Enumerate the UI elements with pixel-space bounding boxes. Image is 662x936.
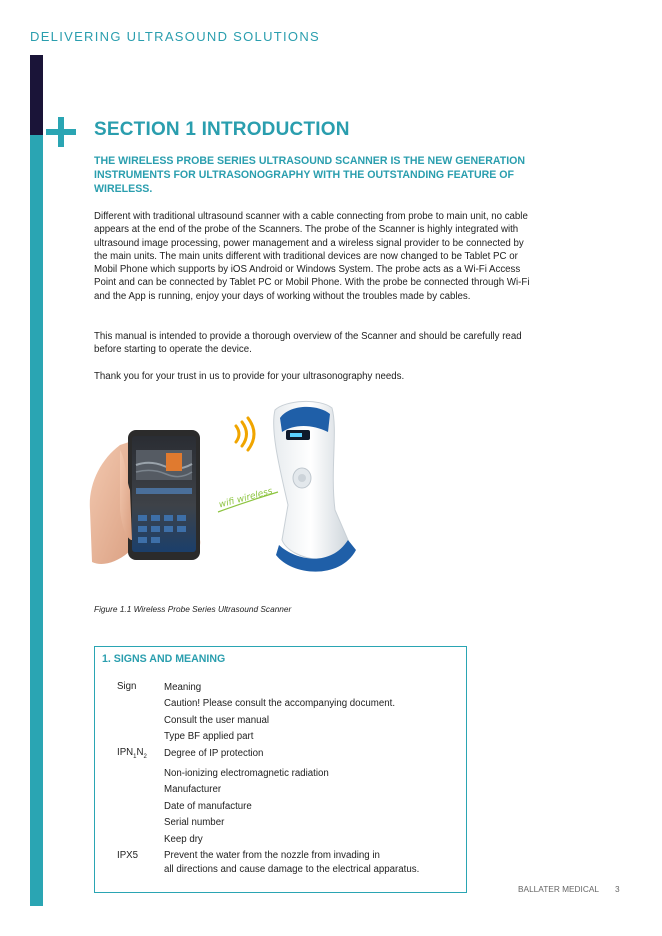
- product-figure: [80, 390, 365, 590]
- signs-title: 1. SIGNS AND MEANING: [102, 653, 226, 665]
- meaning-cell: Prevent the water from the nozzle from invading in all directions and cause damage to the electrical apparatus.: [164, 850, 420, 875]
- sign-row: [117, 815, 457, 832]
- sign-row: [117, 848, 457, 878]
- sign-row: [117, 745, 457, 765]
- meaning-cell: Keep dry: [164, 833, 203, 845]
- meaning-cell: Degree of IP protection: [164, 747, 264, 759]
- signs-header-row: [117, 679, 457, 696]
- sign-row: [117, 782, 457, 799]
- wifi-signal-icon: [236, 418, 254, 450]
- sign-row: [117, 831, 457, 848]
- sign-cell: IPX5: [117, 849, 139, 861]
- side-bar-dark: [30, 55, 43, 135]
- thanks-paragraph: Thank you for your trust in us to provide for your ultrasonography needs.: [94, 371, 405, 382]
- meaning-header: Meaning: [164, 681, 202, 693]
- figure-caption: Figure 1.1 Wireless Probe Series Ultrasound Scanner: [94, 604, 292, 614]
- running-header: DELIVERING ULTRASOUND SOLUTIONS: [30, 29, 320, 44]
- signs-and-meaning-box: [94, 646, 467, 893]
- sign-row: [117, 729, 457, 746]
- section-lead: THE WIRELESS PROBE SERIES ULTRASOUND SCANNER IS THE NEW GENERATION INSTRUMENTS FOR ULTRASONOGRAPHY WITH THE OUTSTANDING FEATURE OF WIRELESS.: [94, 155, 526, 195]
- sign-cell: [117, 798, 164, 815]
- sign-row: [117, 696, 457, 713]
- sign-cell: [117, 831, 164, 848]
- meaning-cell: Manufacturer: [164, 784, 222, 796]
- page-number: 3: [615, 884, 620, 894]
- meaning-cell: Consult the user manual: [164, 714, 270, 726]
- manual-paragraph: This manual is intended to provide a thorough overview of the Scanner and should be carefully read before starting to operate the device.: [94, 331, 522, 356]
- wireless-probe-illustration: [274, 401, 356, 571]
- sign-cell: [117, 765, 164, 782]
- plus-icon: [46, 117, 76, 147]
- meaning-cell: Serial number: [164, 817, 225, 829]
- side-bar-accent: [30, 135, 43, 906]
- sign-cell: [117, 696, 164, 713]
- sign-cell: [117, 782, 164, 799]
- sign-row: [117, 712, 457, 729]
- phone-illustration: [128, 430, 200, 560]
- sign-cell: [117, 815, 164, 832]
- intro-paragraph: Different with traditional ultrasound scanner with a cable connecting from probe to main unit, no cable appears at the end of the probe of the Scanners. The probe of the Scanner is highly integrated with ultrasound image processing, power management and a wireless signal provider to be connected by the main units. The main units different with traditional devices are now changed to be Tablet PC or Mobil Phone which supports by iOS Android or Windows System. The probe acts as a Wi-Fi Access Point and can be connected by Tablet PC or Mobil Phone. With the probe be connected through Wi-Fi and the App is running, enjoy your days of working without the troubles made by cables.: [94, 211, 530, 302]
- wifi-label: wifi wireless: [217, 486, 274, 511]
- meaning-cell: Caution! Please consult the accompanying document.: [164, 698, 396, 709]
- sign-cell-ip: $IPN_1N_2$: [117, 747, 147, 760]
- sign-cell: [117, 729, 164, 746]
- meaning-cell: Non-ionizing electromagnetic radiation: [164, 767, 329, 779]
- sign-row: [117, 765, 457, 782]
- section-title: SECTION 1 INTRODUCTION: [94, 119, 350, 140]
- footer-brand: BALLATER MEDICAL: [518, 884, 599, 894]
- sign-header: Sign: [117, 681, 137, 692]
- sign-cell: [117, 712, 164, 729]
- meaning-cell: Type BF applied part: [164, 731, 254, 742]
- signs-table: [117, 679, 457, 878]
- sign-row: [117, 798, 457, 815]
- meaning-cell: Date of manufacture: [164, 800, 252, 812]
